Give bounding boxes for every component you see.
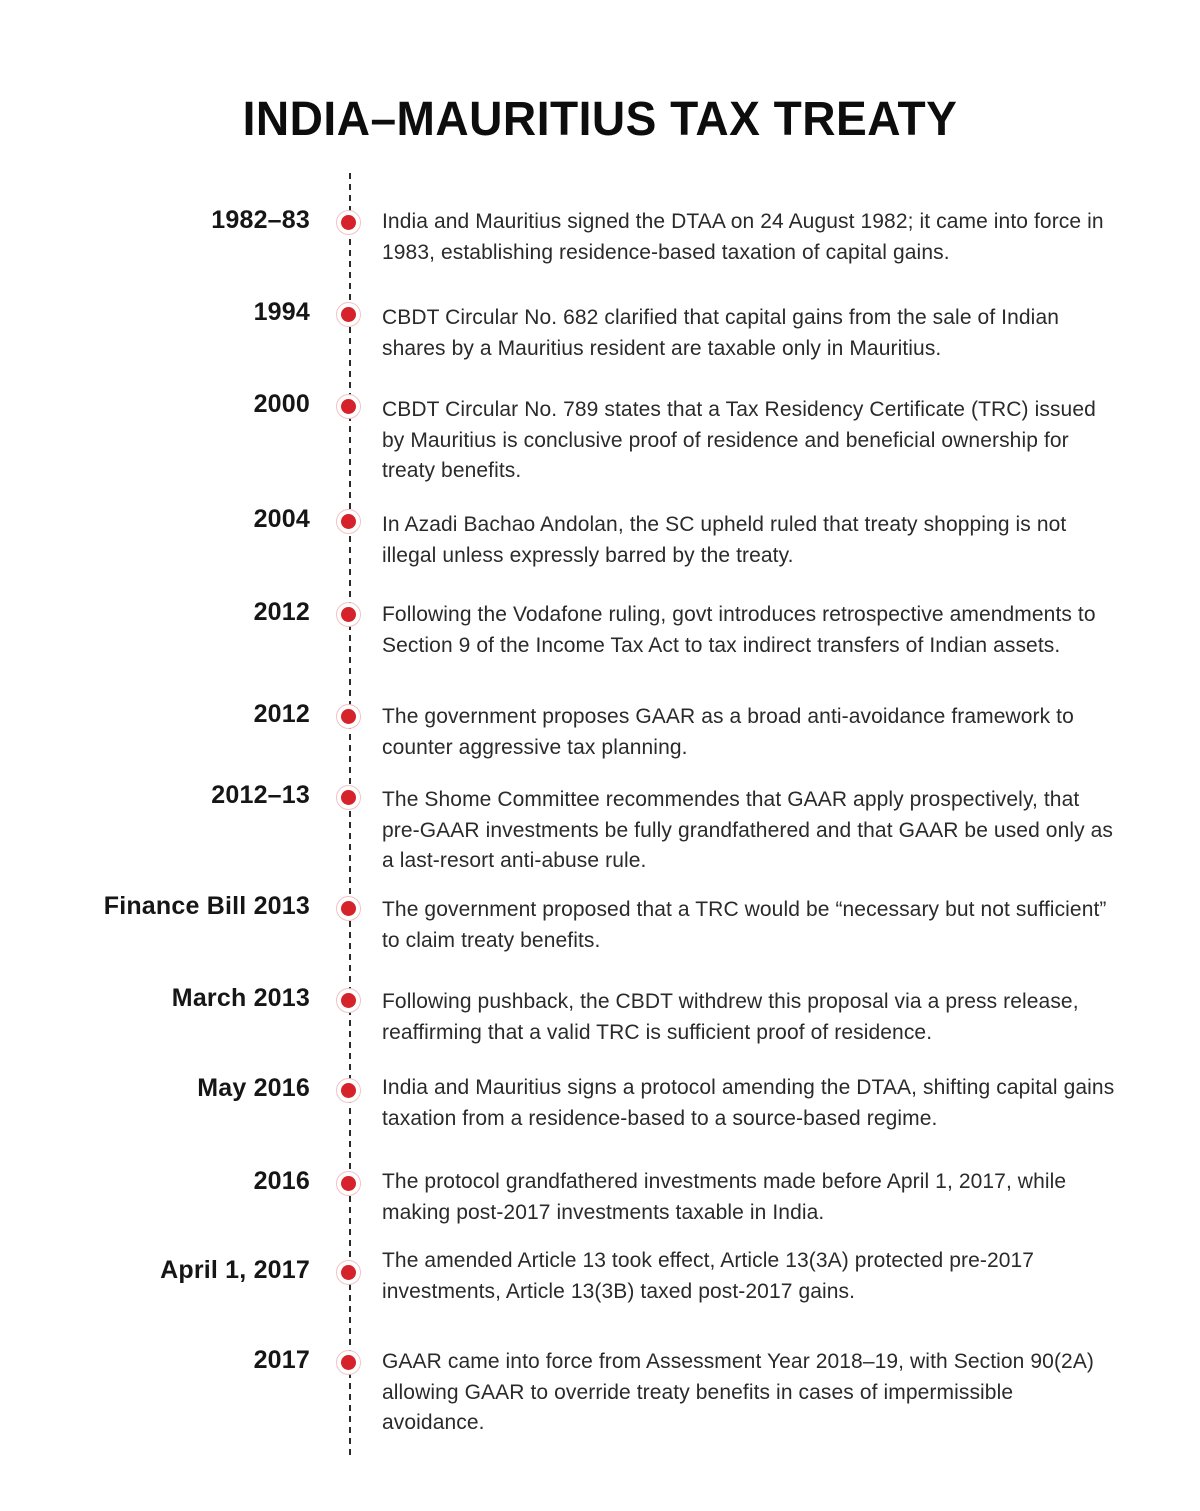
timeline-marker-dot <box>341 215 356 230</box>
timeline-marker-dot <box>341 1176 356 1191</box>
entry-date-label: April 1, 2017 <box>160 1256 310 1284</box>
timeline-marker-dot <box>341 1265 356 1280</box>
timeline-marker-icon <box>336 704 361 729</box>
timeline-marker-icon <box>336 988 361 1013</box>
timeline-marker-dot <box>341 709 356 724</box>
timeline-marker-icon <box>336 1350 361 1375</box>
entry-date-label: 2016 <box>253 1167 310 1195</box>
entry-description: Following pushback, the CBDT withdrew this proposal via a press release, reaffirming that a valid TRC is sufficient proof of residence. <box>382 990 1079 1044</box>
entry-description: The government proposes GAAR as a broad anti-avoidance framework to counter aggressive tax planning. <box>382 705 1074 759</box>
timeline-marker-icon <box>336 1260 361 1285</box>
timeline-marker-dot <box>341 1355 356 1370</box>
timeline-marker-icon <box>336 394 361 419</box>
entry-date-label: Finance Bill 2013 <box>103 892 310 920</box>
timeline-marker-dot <box>341 901 356 916</box>
entry-date-label: 1994 <box>253 298 310 326</box>
entry-description: The Shome Committee recommendes that GAAR apply prospectively, that pre-GAAR investments be fully grandfathered and that GAAR be used only as a last-resort anti-abuse rule. <box>382 788 1114 872</box>
entry-date-label: May 2016 <box>197 1074 310 1102</box>
entry-date-label: 1982–83 <box>211 206 310 234</box>
page-title: INDIA–MAURITIUS TAX TREATY <box>242 93 958 146</box>
entry-date-label: 2017 <box>253 1346 310 1374</box>
timeline-marker-icon <box>336 509 361 534</box>
timeline-marker-icon <box>336 896 361 921</box>
entry-description: In Azadi Bachao Andolan, the SC upheld ruled that treaty shopping is not illegal unless expressly barred by the treaty. <box>382 513 1067 567</box>
entry-date-label: 2004 <box>253 505 310 533</box>
timeline-marker-icon <box>336 302 361 327</box>
entry-date-label: 2012 <box>253 700 310 728</box>
entry-description: CBDT Circular No. 682 clarified that capital gains from the sale of Indian shares by a Mauritius resident are taxable only in Mauritius. <box>382 306 1059 360</box>
timeline-marker-dot <box>341 399 356 414</box>
timeline-marker-icon <box>336 785 361 810</box>
timeline-marker-icon <box>336 602 361 627</box>
entry-description: The protocol grandfathered investments made before April 1, 2017, while making post-2017 investments taxable in India. <box>382 1170 1067 1224</box>
entry-date-label: 2000 <box>253 390 310 418</box>
timeline-marker-icon <box>336 1171 361 1196</box>
timeline-marker-dot <box>341 790 356 805</box>
entry-description: Following the Vodafone ruling, govt introduces retrospective amendments to Section 9 of the Income Tax Act to tax indirect transfers of Indian assets. <box>382 603 1096 657</box>
entry-date-label: 2012 <box>253 598 310 626</box>
entry-description: GAAR came into force from Assessment Year 2018–19, with Section 90(2A) allowing GAAR to override treaty benefits in cases of impermissible avoidance. <box>382 1350 1095 1434</box>
entry-description: The amended Article 13 took effect, Article 13(3A) protected pre-2017 investments, Article 13(3B) taxed post-2017 gains. <box>382 1249 1035 1303</box>
entry-date-label: 2012–13 <box>211 781 310 809</box>
entry-date-label: March 2013 <box>171 984 310 1012</box>
entry-description: India and Mauritius signs a protocol amending the DTAA, shifting capital gains taxation from a residence-based to a source-based regime. <box>382 1076 1115 1130</box>
timeline-marker-dot <box>341 514 356 529</box>
timeline-marker-dot <box>341 307 356 322</box>
timeline-marker-dot <box>341 993 356 1008</box>
timeline-marker-dot <box>341 1083 356 1098</box>
timeline-marker-icon <box>336 1078 361 1103</box>
entry-description: The government proposed that a TRC would be “necessary but not sufficient” to claim treaty benefits. <box>382 898 1107 952</box>
timeline-marker-dot <box>341 607 356 622</box>
entry-description: CBDT Circular No. 789 states that a Tax Residency Certificate (TRC) issued by Mauritius is conclusive proof of residence and beneficial ownership for treaty benefits. <box>382 398 1096 482</box>
entry-description: India and Mauritius signed the DTAA on 24 August 1982; it came into force in 1983, establishing residence-based taxation of capital gains. <box>382 210 1104 264</box>
timeline-marker-icon <box>336 210 361 235</box>
